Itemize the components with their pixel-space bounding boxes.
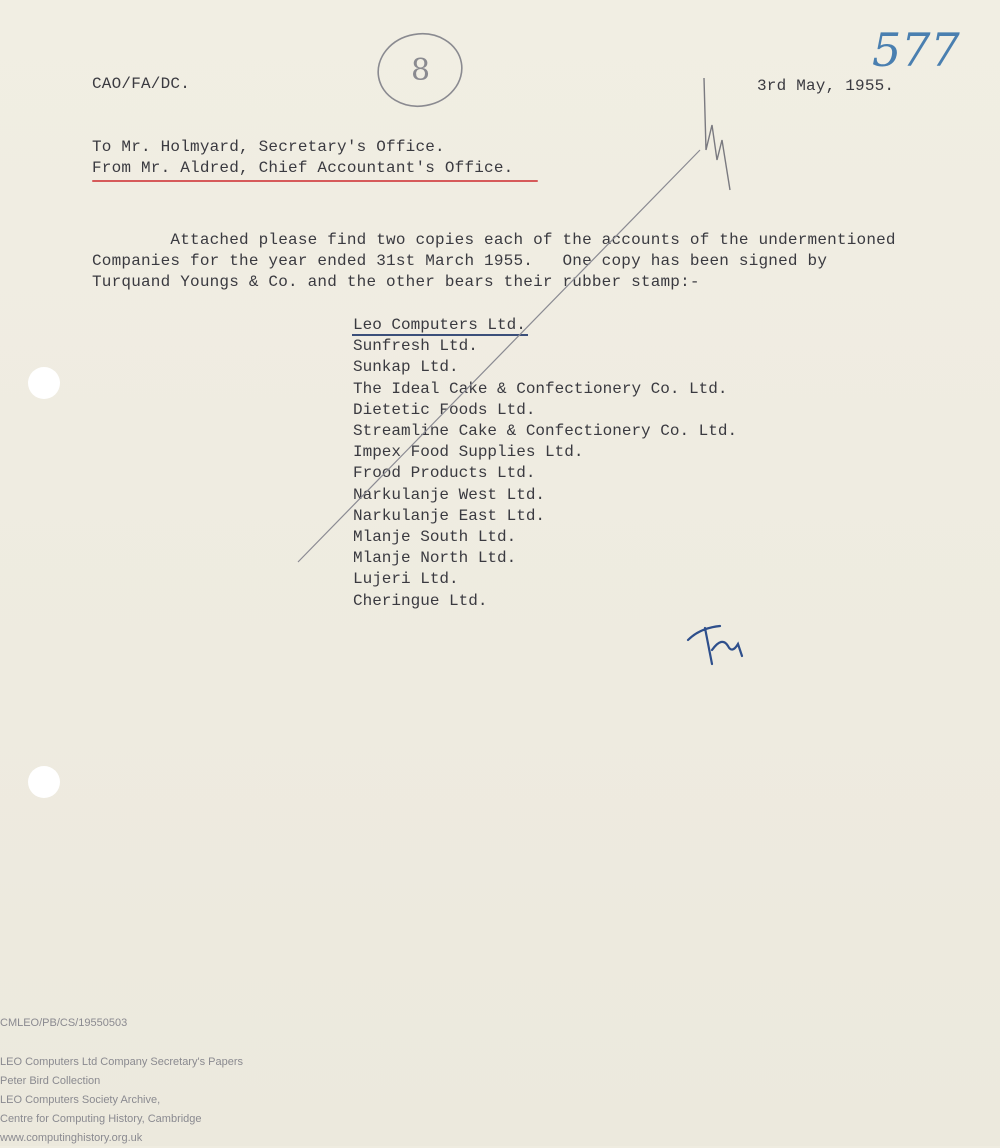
company-item: Leo Computers Ltd. (353, 316, 526, 334)
company-item: Cheringue Ltd. (353, 591, 488, 610)
pencil-initial (704, 78, 730, 190)
company-item: Mlanje North Ltd. (353, 549, 517, 568)
company-item: Impex Food Supplies Ltd. (353, 443, 584, 462)
company-item: Frood Products Ltd. (353, 464, 536, 483)
folio-number: 577 (872, 23, 960, 77)
company-item: Mlanje South Ltd. (353, 528, 517, 547)
company-item: Streamline Cake & Confectionery Co. Ltd. (353, 422, 738, 441)
archive-line: Centre for Computing History, Cambridge (0, 1113, 202, 1125)
archive-line: LEO Computers Ltd Company Secretary's Papers (0, 1056, 243, 1068)
recipient-line: To Mr. Holmyard, Secretary's Office. (92, 138, 445, 156)
company-item: Sunkap Ltd. (353, 358, 459, 377)
company-item: Lujeri Ltd. (353, 570, 459, 589)
archive-id: CMLEO/PB/CS/19550503 (0, 1017, 128, 1029)
letter-date: 3rd May, 1955. (757, 77, 895, 95)
body-line: Turquand Youngs & Co. and the other bears their rubber stamp:- (92, 273, 700, 291)
body-line: Attached please find two copies each of the accounts of the undermentioned (92, 231, 896, 249)
company-item: The Ideal Cake & Confectionery Co. Ltd. (353, 379, 728, 398)
archive-credit (0, 1053, 243, 1148)
archive-link[interactable]: www.computinghistory.org.uk (0, 1132, 143, 1144)
reference-code: CAO/FA/DC. (92, 75, 191, 93)
company-item: Narkulanje West Ltd. (353, 485, 546, 504)
sender-line: From Mr. Aldred, Chief Accountant's Office. (92, 159, 514, 177)
company-item: Dietetic Foods Ltd. (353, 400, 536, 419)
company-item: Narkulanje East Ltd. (353, 506, 546, 525)
body-line: Companies for the year ended 31st March 1955. One copy has been signed by (92, 252, 828, 270)
archive-line: LEO Computers Society Archive, (0, 1094, 161, 1106)
archive-line: Peter Bird Collection (0, 1075, 101, 1087)
ink-initials (688, 626, 742, 664)
pencil-diagonal-stroke (298, 150, 700, 562)
company-item: Sunfresh Ltd. (353, 337, 478, 356)
circled-number: 8 (411, 53, 431, 88)
